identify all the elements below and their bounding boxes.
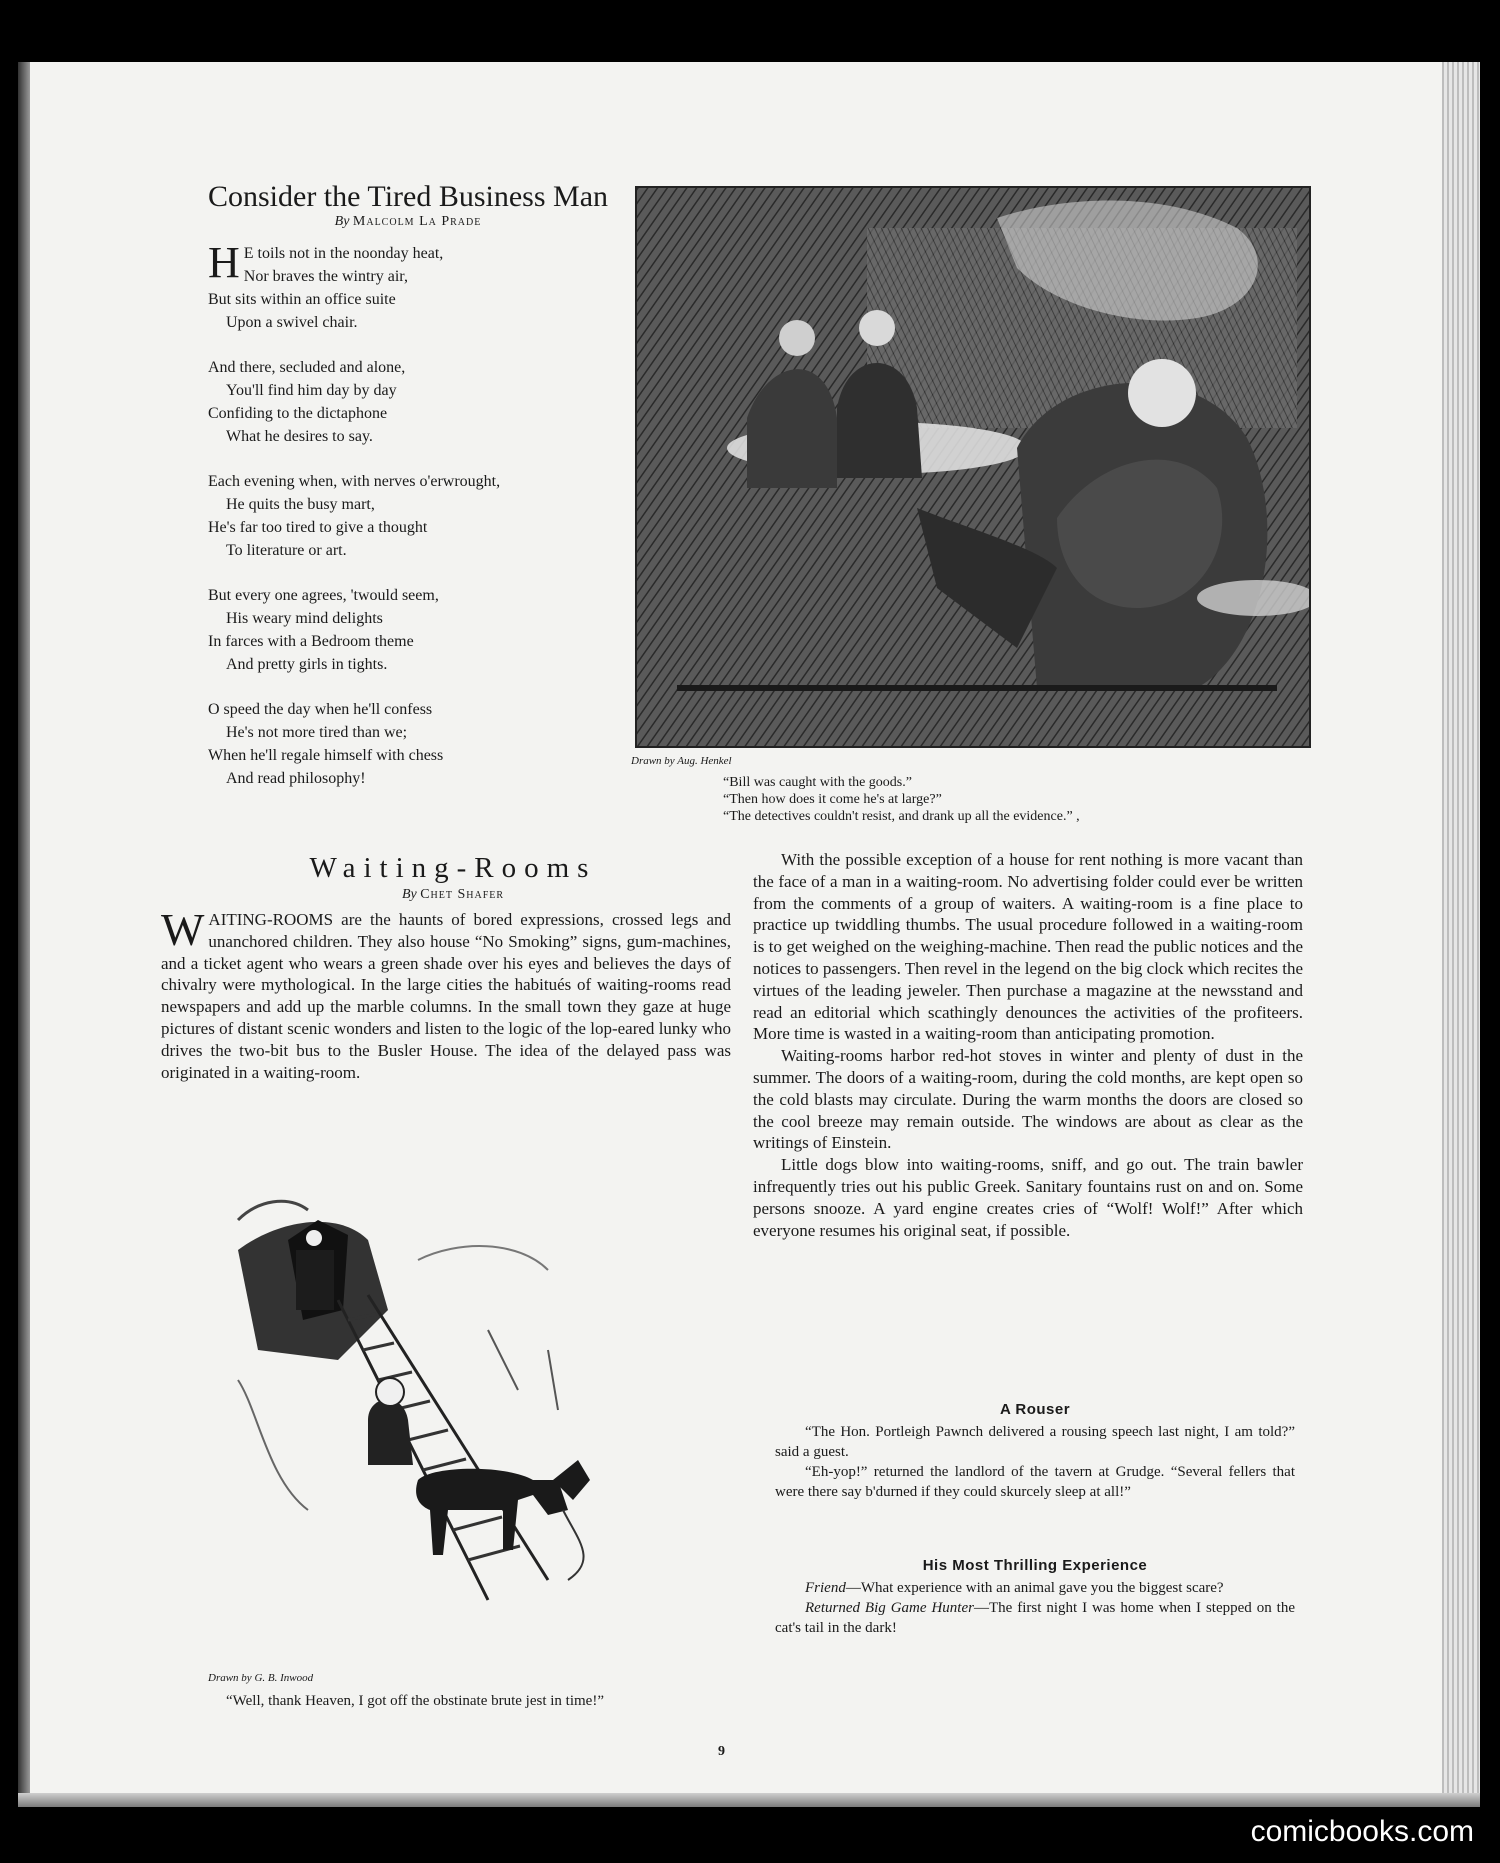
essay-left-column: [161, 904, 731, 1083]
essay-right-column: [753, 849, 1303, 1241]
binding-edge-left: [18, 62, 30, 1807]
poem-line: He's not more tired than we;: [226, 724, 408, 741]
cartoon2-credit: Drawn by G. B. Inwood: [208, 1672, 314, 1684]
essay-byline: [178, 887, 728, 903]
poem-line: What he desires to say.: [226, 428, 373, 445]
dialogue-line: [775, 1598, 1295, 1638]
page-bottom-edge: [18, 1793, 1480, 1807]
essay-paragraph-text: AITING-ROOMS are the haunts of bored expressions, crossed legs and unanchored children. They also house “No Smoking” signs, gum-machines, and a ticket agent who wears a green shade over his eyes and believes the days of chivalry were mythological. In the large cities the habitués of waiting-rooms read newspapers and add up the marble columns. In the small town they gaze at huge pictures of distant scenic wonders and listen to the logic of the lop-eared lunky who drives the two-bit bus to the Busler House. The idea of the delayed pass was originated in a waiting-room.: [161, 910, 731, 1082]
poem-by-prefix: By: [334, 214, 350, 229]
anecdote-paragraph: “The Hon. Portleigh Pawnch delivered a rousing speech last night, I am told?” said a guest.: [775, 1424, 1295, 1460]
essay-by-prefix: By: [401, 887, 417, 902]
poem-line: Upon a swivel chair.: [226, 314, 358, 331]
poem-line: But every one agrees, 'twould seem,: [208, 587, 439, 604]
poem-line: In farces with a Bedroom theme: [208, 633, 414, 650]
watermark: comicbooks.com: [1250, 1815, 1474, 1848]
poem-line: You'll find him day by day: [226, 382, 397, 399]
poem-line: O speed the day when he'll confess: [208, 701, 433, 718]
poem-line: He's far too tired to give a thought: [208, 519, 428, 536]
poem-stanza: [208, 356, 628, 448]
poem-line: To literature or art.: [226, 542, 347, 559]
poem-stanza: [208, 584, 628, 676]
anecdote-paragraph: “Eh-yop!” returned the landlord of the tavern at Grudge. “Several fellers that were there say b'durned if they could skurcely sleep at all!”: [775, 1464, 1295, 1500]
dialogue-text: —The first night I was home when I stepped on the cat's tail in the dark!: [775, 1600, 1295, 1636]
poem-line: Confiding to the dictaphone: [208, 405, 388, 422]
cartoon2-caption: “Well, thank Heaven, I got off the obstinate brute jest in time!”: [226, 1693, 604, 1709]
poem-body: [208, 238, 628, 812]
speaker-label: Friend: [805, 1580, 846, 1596]
poem-line: And there, secluded and alone,: [208, 359, 406, 376]
poem-line: E toils not in the noonday heat,: [243, 245, 444, 262]
poem-line: Nor braves the wintry air,: [243, 268, 408, 285]
anecdote-title: His Most Thrilling Experience: [922, 1557, 1148, 1574]
poem-drop-cap: H: [208, 238, 240, 287]
binding-edge-right: [1442, 62, 1480, 1807]
caption-line: “The detectives couldn't resist, and drank up all the evidence.” ,: [723, 809, 1080, 824]
dialogue-line: [775, 1578, 1295, 1598]
anecdote-thrilling-experience: [775, 1556, 1295, 1638]
essay-paragraph: [161, 904, 731, 1083]
poem-title: Consider the Tired Business Man: [207, 180, 609, 213]
poem-author: Malcolm La Prade: [352, 214, 482, 229]
poem-stanza: [208, 470, 628, 562]
cartoon1-caption: [723, 774, 1323, 825]
anecdote-a-rouser: [775, 1400, 1295, 1502]
dialogue-text: —What experience with an animal gave you the biggest scare?: [845, 1580, 1224, 1596]
essay-paragraph: Little dogs blow into waiting-rooms, sniff, and go out. The train bawler infrequently tries out his public Greek. Sanitary fountains rust on and on. Some persons snooze. A yard engine creates cries of “Wolf! Wolf!” After which everyone resumes his original seat, if possible.: [753, 1155, 1303, 1240]
poem-line: His weary mind delights: [226, 610, 383, 627]
essay-drop-cap: W: [161, 904, 205, 955]
speaker-label: Returned Big Game Hunter: [805, 1600, 974, 1616]
poem-line: But sits within an office suite: [208, 291, 396, 308]
essay-author: Chet Shafer: [420, 887, 505, 902]
essay-paragraph: Waiting-rooms harbor red-hot stoves in winter and plenty of dust in the summer. The doors of a waiting-room, during the cold months, are kept open so the cold blasts may circulate. During the warm months the doors are closed so the cool breeze may remain outside. The windows are about as clear as the writings of Einstein.: [753, 1046, 1303, 1153]
anecdote-title: A Rouser: [999, 1401, 1071, 1418]
cartoon1-credit: Drawn by Aug. Henkel: [631, 755, 732, 767]
poem-line: And read philosophy!: [226, 770, 366, 787]
cartoon-mule-on-tracks-illustration: [218, 1180, 698, 1660]
caption-line: “Then how does it come he's at large?”: [723, 792, 942, 807]
caption-line: “Bill was caught with the goods.”: [723, 775, 912, 790]
poem-line: And pretty girls in tights.: [226, 656, 388, 673]
essay-title: Waiting-Rooms: [309, 852, 597, 884]
page-number: 9: [718, 1744, 725, 1759]
poem-line: He quits the busy mart,: [226, 496, 375, 513]
poem-stanza: [208, 698, 628, 790]
poem-stanza: [208, 238, 628, 334]
essay-paragraph: With the possible exception of a house for rent nothing is more vacant than the face of a man in a waiting-room. No advertising folder could ever be written from the comments of a group of waiters. A waiting-room is a fine place to practice up twiddling thumbs. The usual procedure followed in a waiting-room is to get weighed on the weighing-machine. Then read the public notices and the notices to passengers. Then revel in the legend on the big clock which recites the virtues of the leading jeweler. Then purchase a magazine at the newsstand and read an editorial which scathingly denounces the activities of the profiteers. More time is wasted in a waiting-room than anticipating promotion.: [753, 850, 1303, 1044]
cartoon-club-room-illustration: [635, 186, 1311, 748]
poem-line: Each evening when, with nerves o'erwrought,: [208, 473, 501, 490]
magazine-page: [18, 62, 1480, 1807]
poem-line: When he'll regale himself with chess: [208, 747, 444, 764]
poem-byline: [173, 214, 643, 230]
